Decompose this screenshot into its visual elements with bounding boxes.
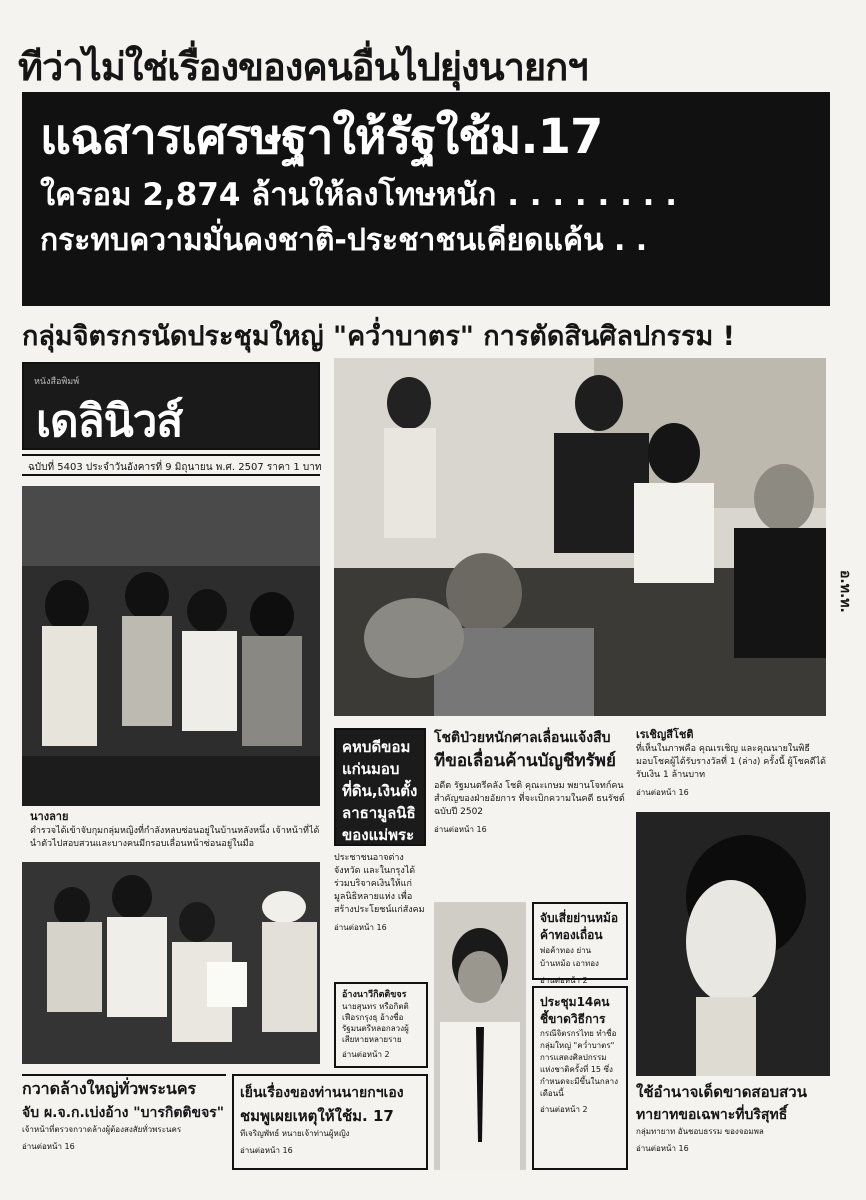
story-crackdown (22, 1074, 226, 1170)
story-meeting-text: กรณีจิตรกรไทย ทำชื่อกลุ่มใหญ่ "คว่ำบาตร" การแสดงศิลปกรรมแห่งชาติครั้งที่ 15 ซึ่งกำหนดจะมีขึ้นในกลางเดือนนี้ (540, 1029, 618, 1098)
story-heirs-more[interactable]: อ่านต่อหน้า 16 (636, 1144, 689, 1153)
main-headline-block (22, 92, 830, 306)
photo-portrait-woman (636, 812, 830, 1076)
photo-portrait-man-image (434, 902, 526, 1170)
story-gold-more[interactable]: อ่านต่อหน้า 2 (540, 976, 588, 985)
masthead (22, 362, 320, 450)
story-gold-box (532, 902, 628, 985)
story-section17 (232, 1074, 428, 1170)
story-accounts-title: โชติป่วยหนักศาลเลื่อนแจ้งสืบ (434, 730, 611, 746)
story-accounts (434, 728, 628, 896)
story-accounts-subtitle: ทีขอเลื่อนค้านบัญชีทรัพย์ (434, 751, 616, 771)
subheadline-1: ใครอม 2,874 ล้านให้ลงโทษหนัก . . . . . . . . (40, 177, 677, 213)
story-accounts-more[interactable]: อ่านต่อหน้า 16 (434, 825, 487, 834)
story-lottery-title: เรเชิญสีโชติ (636, 728, 694, 741)
story-heirs-title: ใช้อำนาจเด็ดขาดสอบสวน (636, 1083, 807, 1101)
story-foundation-body (334, 852, 428, 972)
story-meeting-more[interactable]: อ่านต่อหน้า 2 (540, 1105, 588, 1114)
main-headline: แฉสารเศรษฐาให้รัฐใช้ม.17 (40, 109, 603, 165)
story-crackdown-title: กวาดล้างใหญ่ทั่วพระนคร (22, 1079, 197, 1098)
story-section17-more[interactable]: อ่านต่อหน้า 16 (240, 1146, 293, 1155)
caption-women-title: นางลาย (30, 810, 69, 823)
story-impostor-more[interactable]: อ่านต่อหน้า 2 (342, 1050, 390, 1059)
story-crackdown-text: เจ้าหน้าที่ตรวจกวาดล้างผู้ต้องสงสัยทั่วพระนคร (22, 1125, 182, 1134)
story-gold-text: พ่อค้าทอง ย่านบ้านหม้อ เอาทอง (540, 946, 599, 968)
masthead-small-text: หนังสือพิมพ์ (34, 377, 80, 387)
caption-women (30, 810, 320, 858)
photo-arrest (22, 862, 320, 1064)
photo-ceremony (334, 358, 826, 716)
photo-portrait-woman-image (636, 812, 830, 1076)
story-foundation-title: คหบดีขอมแก่นมอบที่ดิน,เงินตั้งลาธามูลนิธิของแม่พระ (342, 738, 418, 844)
story-section17-text: ทีเจริญพัทธ์ หนายเจ้าท่านผู้หญิง (240, 1129, 350, 1138)
masthead-title: เดลินิวส์ (36, 396, 183, 447)
story-meeting-box (532, 986, 628, 1170)
story-lottery-more[interactable]: อ่านต่อหน้า 16 (636, 788, 689, 797)
story-heirs (636, 1080, 830, 1170)
photo-ceremony-image (334, 358, 826, 716)
subheadline-2: กระทบความมั่นคงชาติ-ประชาชนเคียดแค้น . . (40, 223, 648, 258)
photo-women-image (22, 486, 320, 806)
side-mark: อ.ท.ท. (837, 570, 853, 613)
story-foundation-more[interactable]: อ่านต่อหน้า 16 (334, 923, 387, 932)
story-heirs-text: กลุ่มทายาท อันชอบธรรม ของจอมพล (636, 1127, 764, 1136)
story-foundation-headline (334, 728, 426, 846)
story-accounts-text: อดีต รัฐมนตรีคลัง โชติ คุณะเกษม พยานโจทก์คนสำคัญของฝ่ายอัยการ ที่จะเบิกความในคดี ธนรัชต์ ฉบับปี 2502 (434, 781, 625, 817)
story-heirs-subtitle: ทายาทขอเฉพาะที่บริสุทธิ์ (636, 1107, 788, 1123)
story-lottery-text: ที่เห็นในภาพคือ คุณเรเชิญ และคุณนายในพิธีมอบโชคผู้ได้รับรางวัลที่ 1 (ล่าง) ครั้งนี้ ผู้โชคดีได้รับเงิน 1 ล้านบาท (636, 744, 826, 780)
strap-headline: กลุ่มจิตรกรนัดประชุมใหญ่ "คว่ำบาตร" การตัดสินศิลปกรรม ! (22, 321, 735, 352)
story-crackdown-subtitle: จับ ผ.จ.ก.เบ่งอ้าง "บารกิตติขจร" (22, 1105, 225, 1121)
story-lottery (636, 728, 826, 810)
photo-portrait-man (434, 902, 526, 1170)
story-section17-subtitle: ชมพูเผยเหตุให้ใช้ม. 17 (240, 1107, 394, 1125)
story-impostor-title: อ้างนาวีกิตติขจร (342, 990, 407, 1000)
story-impostor-box (334, 982, 428, 1068)
story-crackdown-more[interactable]: อ่านต่อหน้า 16 (22, 1142, 75, 1151)
story-gold-title: จับเสี่ยย่านหม้อค้าทองเถื่อน (540, 911, 619, 942)
photo-women (22, 486, 320, 806)
caption-women-text: ตำรวจได้เข้าจับกุมกลุ่มหญิงที่กำลังหลบซ่อนอยู่ในบ้านหลังหนึ่ง เจ้าหน้าที่ได้นำตัวไปสอบสวนและบางคนมีกรอบเลื่อนหน้าซ่อนอยู่ในมือ (30, 826, 320, 849)
story-meeting-title: ประชุม14คนชี้ขาดวิธีการ (540, 995, 610, 1026)
story-impostor-text: นายสุนทร หรือกิตติ เฟือรกรุงธุ อ้างชื่อรัฐมนตรีหลอกลวงผู้เสียหายหลายราย (342, 1002, 409, 1044)
issue-line: ฉบับที่ 5403 ประจำวันอังคารที่ 9 มิถุนายน พ.ศ. 2507 ราคา 1 บาท (22, 454, 320, 476)
story-section17-title: เย็นเรื่องของท่านนายกฯเอง (240, 1085, 404, 1101)
photo-arrest-image (22, 862, 320, 1064)
story-foundation-text: ประชาชนอาจต่างจังหวัด และในกรุงได้ร่วมบริจาคเงินให้แก่มูลนิธิหลายแห่ง เพื่อสร้างประโยชน์แก่สังคม (334, 853, 425, 915)
kicker-headline: ทีว่าไม่ใช่เรื่องของคนอื่นไปยุ่งนายกฯ (18, 45, 588, 89)
